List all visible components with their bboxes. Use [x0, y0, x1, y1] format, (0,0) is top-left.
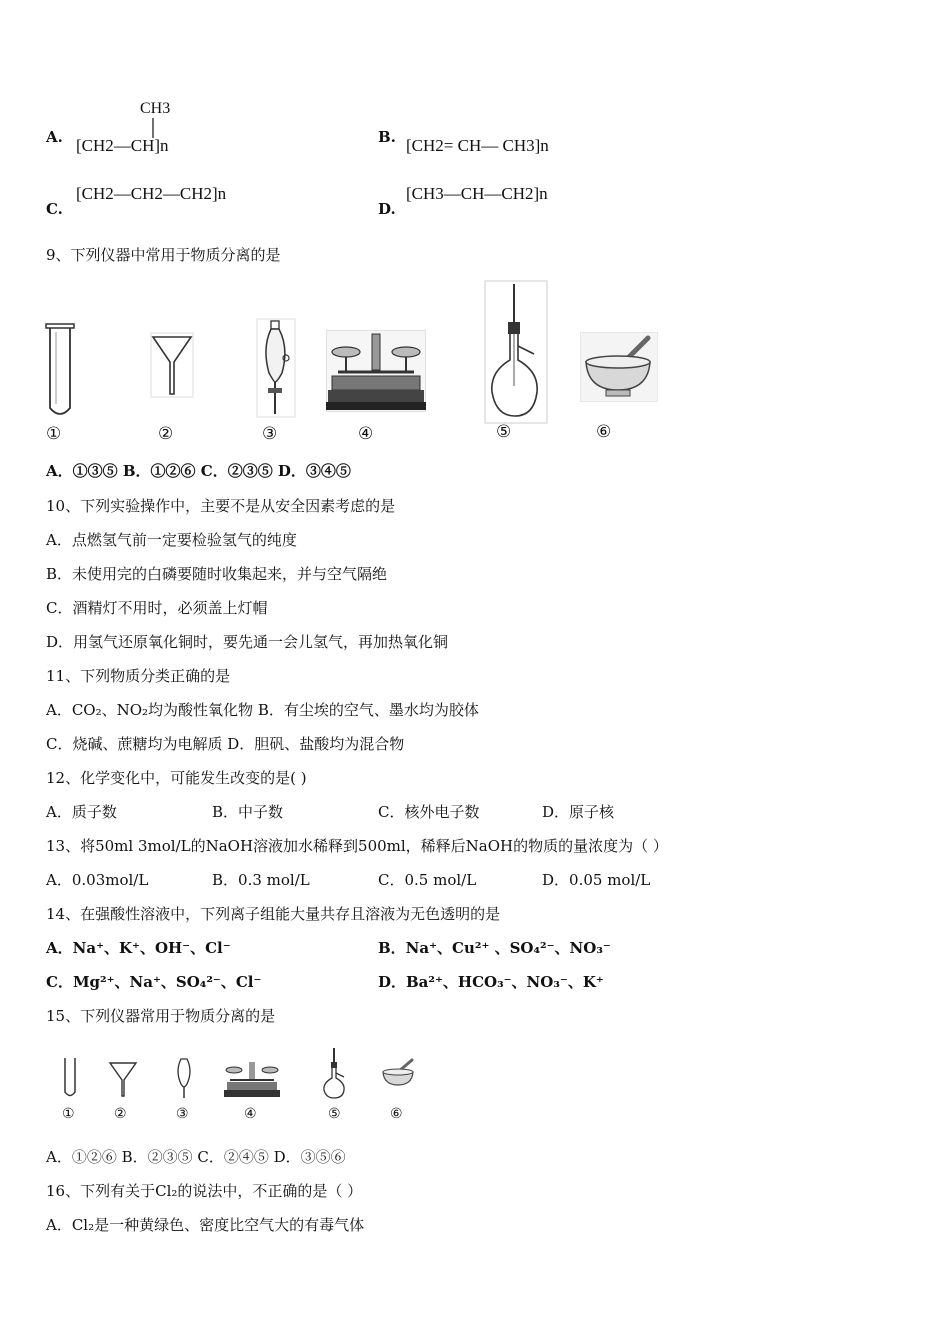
- funnel-icon: [108, 1060, 138, 1098]
- q15-label-2: ②: [114, 1106, 127, 1122]
- q15-label-6: ⑥: [390, 1106, 403, 1122]
- q14-option-b: B．Na⁺、Cu²⁺ 、SO₄²⁻、NO₃⁻: [378, 939, 611, 957]
- q10-option-d: D．用氢气还原氧化铜时，要先通一会儿氢气，再加热氧化铜: [46, 633, 449, 651]
- q16-question: 16、下列有关于Cl₂的说法中，不正确的是（ ）: [46, 1182, 363, 1200]
- q9-label-1: ①: [46, 424, 62, 444]
- q12-option-a: A．质子数: [46, 803, 117, 821]
- q15-label-5: ⑤: [328, 1106, 341, 1122]
- q11-options-ab: A．CO₂、NO₂均为酸性氧化物 B．有尘埃的空气、墨水均为胶体: [46, 701, 479, 719]
- q9-label-5: ⑤: [496, 422, 512, 442]
- mortar-pestle-icon: [580, 332, 658, 402]
- q8-option-c-formula: [CH2—CH2—CH2]n: [76, 184, 227, 203]
- distillation-flask-icon: [320, 1046, 350, 1100]
- q8-option-c-label: C.: [46, 200, 63, 218]
- q12-option-c: C．核外电子数: [378, 803, 480, 821]
- q12-option-b: B．中子数: [212, 803, 284, 821]
- q8-option-a-formula: [CH2—CH]n: [76, 136, 169, 155]
- q15-question: 15、下列仪器常用于物质分离的是: [46, 1007, 276, 1025]
- q14-question: 14、在强酸性溶液中，下列离子组能大量共存且溶液为无色透明的是: [46, 905, 501, 923]
- q10-option-b: B．未使用完的白磷要随时收集起来，并与空气隔绝: [46, 565, 388, 583]
- q10-option-a: A．点燃氢气前一定要检验氢气的纯度: [46, 531, 297, 549]
- q12-option-d: D．原子核: [542, 803, 615, 821]
- q8-option-d-label: D.: [378, 200, 396, 218]
- q9-label-4: ④: [358, 424, 374, 444]
- q8-option-b-label: B.: [378, 128, 396, 146]
- q9-options: A．①③⑤ B．①②⑥ C．②③⑤ D．③④⑤: [46, 462, 351, 480]
- q13-option-d: D．0.05 mol/L: [542, 871, 651, 889]
- q13-question: 13、将50ml 3mol/L的NaOH溶液加水稀释到500ml，稀释后NaOH的物质的量浓度为（ ）: [46, 837, 668, 855]
- funnel-icon: [150, 332, 194, 398]
- mortar-pestle-icon: [380, 1058, 416, 1090]
- q9-label-3: ③: [262, 424, 278, 444]
- q13-option-c: C．0.5 mol/L: [378, 871, 477, 889]
- test-tube-icon: [44, 322, 76, 422]
- q13-option-b: B．0.3 mol/L: [212, 871, 310, 889]
- q8-option-a-substituent: CH3: [140, 100, 171, 117]
- balance-icon: [224, 1060, 280, 1098]
- q13-option-a: A．0.03mol/L: [46, 871, 149, 889]
- q11-question: 11、下列物质分类正确的是: [46, 667, 231, 685]
- q15-options: A．①②⑥ B．②③⑤ C．②④⑤ D．③⑤⑥: [46, 1148, 346, 1166]
- q9-label-6: ⑥: [596, 422, 612, 442]
- q8-option-a-bond: [148, 118, 158, 138]
- separatory-funnel-icon: [256, 318, 296, 418]
- q10-question: 10、下列实验操作中，主要不是从安全因素考虑的是: [46, 497, 396, 515]
- q15-label-3: ③: [176, 1106, 189, 1122]
- test-tube-icon: [60, 1056, 80, 1100]
- separatory-funnel-icon: [172, 1056, 196, 1100]
- q16-option-a: A．Cl₂是一种黄绿色、密度比空气大的有毒气体: [46, 1216, 365, 1234]
- q11-options-cd: C．烧碱、蔗糖均为电解质 D．胆矾、盐酸均为混合物: [46, 735, 405, 753]
- q15-label-1: ①: [62, 1106, 75, 1122]
- q9-question: 9、下列仪器中常用于物质分离的是: [46, 246, 281, 264]
- q10-option-c: C．酒精灯不用时，必须盖上灯帽: [46, 599, 268, 617]
- distillation-flask-icon: [484, 280, 548, 424]
- q9-label-2: ②: [158, 424, 174, 444]
- q14-option-d: D．Ba²⁺、HCO₃⁻、NO₃⁻、K⁺: [378, 973, 604, 991]
- q8-option-b-formula: [CH2= CH— CH3]n: [406, 136, 549, 155]
- q14-option-c: C．Mg²⁺、Na⁺、SO₄²⁻、Cl⁻: [46, 973, 262, 991]
- q12-question: 12、化学变化中，可能发生改变的是( ): [46, 769, 307, 787]
- q14-option-a: A．Na⁺、K⁺、OH⁻、Cl⁻: [46, 939, 231, 957]
- q8-option-a-label: A.: [46, 128, 63, 146]
- q8-option-d-formula: [CH3—CH—CH2]n: [406, 184, 548, 203]
- q15-label-4: ④: [244, 1106, 257, 1122]
- balance-icon: [326, 330, 426, 412]
